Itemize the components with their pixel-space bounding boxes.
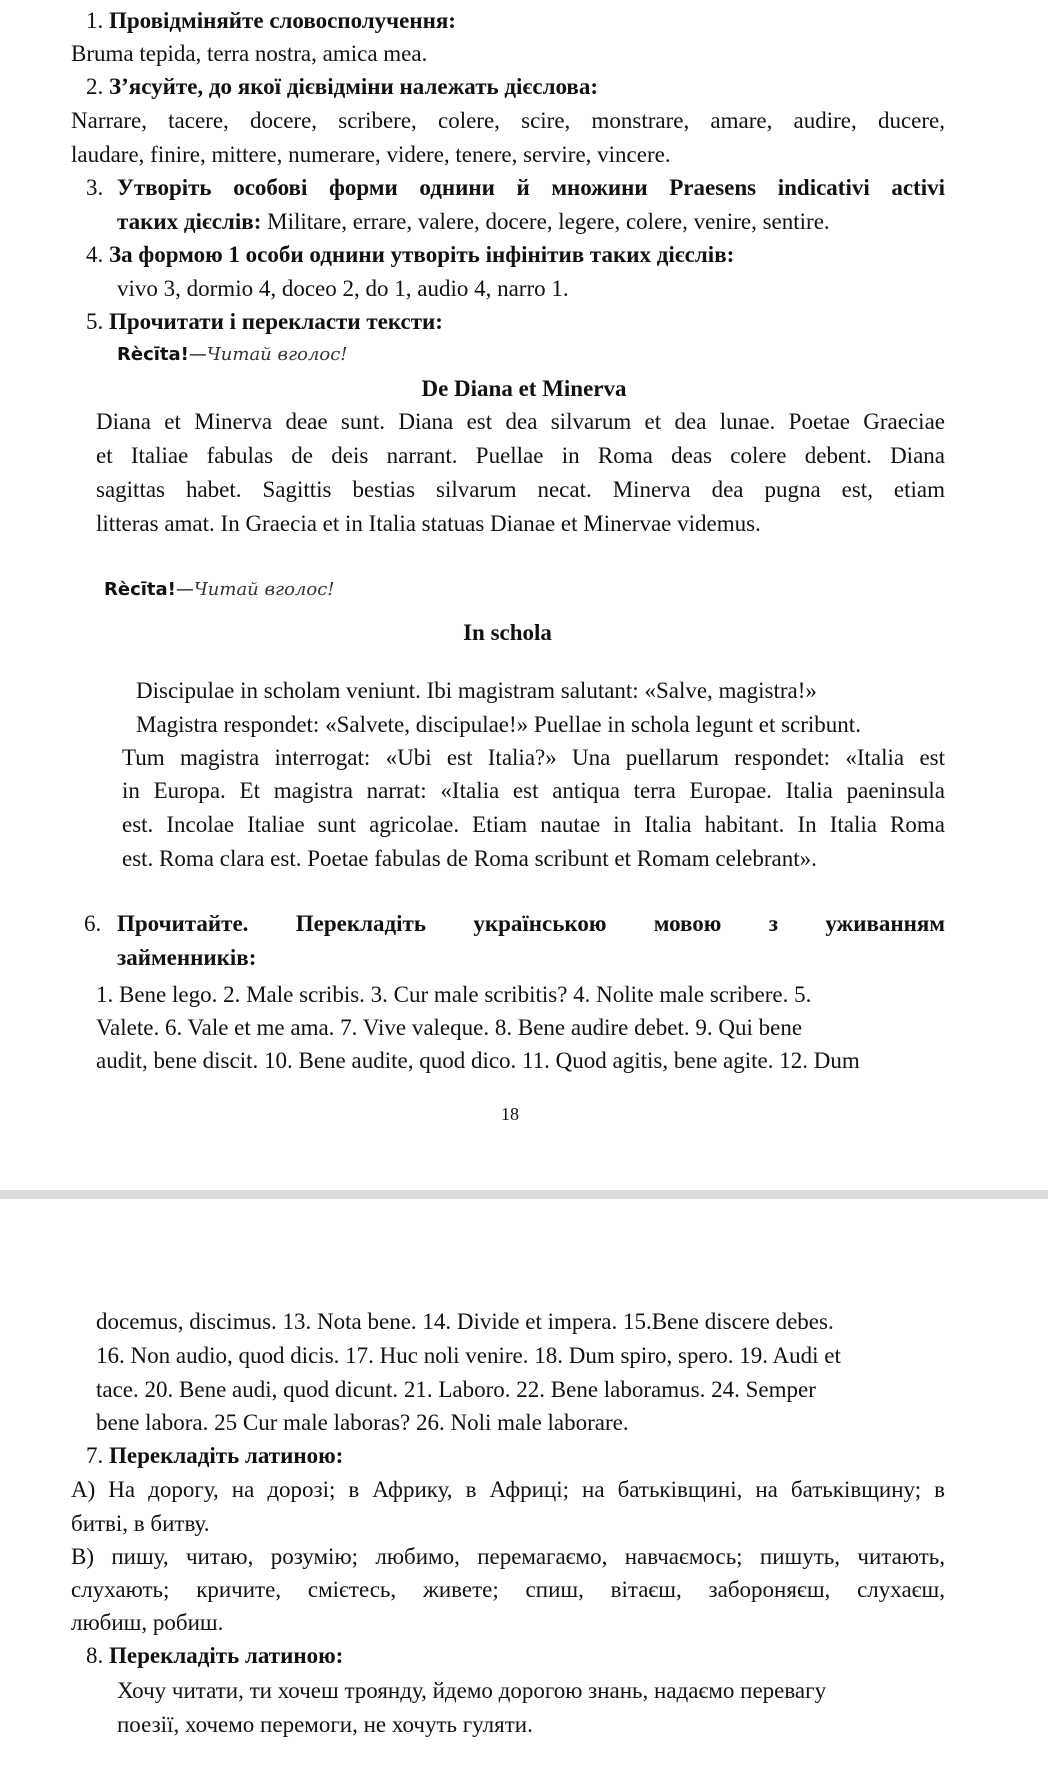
task-7-b-line-1: В) пишу, читаю, розумію; любимо, перемагаємо, навчаємось; пишуть, читають, — [71, 1544, 945, 1569]
task-3-title-line-1: Утворіть особові форми однини й множини Praesens indicativi activi — [117, 175, 945, 200]
task-4-text: vivo 3, dormio 4, doceo 2, do 1, audio 4, narro 1. — [117, 276, 569, 301]
task-3-title-line-2 — [117, 205, 830, 238]
task-6-line-6: tace. 20. Bene audi, quod dicunt. 21. Laboro. 22. Bene laboramus. 24. Semper — [96, 1377, 816, 1402]
task-7-a-line-2: битві, в битву. — [71, 1511, 210, 1536]
page-separator — [0, 1190, 1048, 1199]
page-number: 18 — [501, 1104, 519, 1124]
task-2-title: З’ясуйте, до якої дієвідміни належать дієслова: — [109, 74, 598, 99]
task-7-number: 7. — [86, 1443, 104, 1468]
task-3-number: 3. — [86, 175, 104, 200]
task-3-verbs: Militare, errare, valere, docere, legere, colere, venire, sentire. — [261, 209, 830, 234]
recita-word: Rècīta! — [117, 344, 189, 365]
text-2-line-3: Tum magistra interrogat: «Ubi est Italia?» Una puellarum respondet: «Italia est — [122, 745, 945, 770]
task-5-number: 5. — [86, 309, 104, 334]
text-1-line-1: Diana et Minerva deae sunt. Diana est dea silvarum et dea lunae. Poetae Graeciae — [96, 409, 945, 434]
task-6-line-5: 16. Non audio, quod dicis. 17. Huc noli venire. 18. Dum spiro, spero. 19. Audi et — [96, 1343, 841, 1368]
task-5-title: Прочитати і перекласти тексти: — [109, 309, 443, 334]
text-2-title: In schola — [463, 620, 552, 645]
task-2-text-line-2: laudare, finire, mittere, numerare, videre, tenere, servire, vincere. — [71, 142, 671, 167]
task-4-title: За формою 1 особи однини утворіть інфінітив таких дієслів: — [109, 242, 735, 267]
task-6-title-line-1: Прочитайте. Перекладіть українською мовою з уживанням — [117, 911, 945, 936]
task-7-heading — [86, 1439, 343, 1472]
task-1-title: Провідміняйте словосполучення: — [109, 8, 456, 33]
recita-word: Rècīta! — [104, 579, 176, 600]
task-3-title-end: таких дієслів: — [117, 209, 262, 234]
recita-translation: Читай вголос! — [193, 579, 335, 600]
task-7-a-line-1: А) На дорогу, на дорозі; в Африку, в Африці; на батьківщині, на батьківщину; в — [71, 1477, 945, 1502]
task-8-number: 8. — [86, 1643, 104, 1668]
text-2-line-5: est. Incolae Italiae sunt agricolae. Etiam nautae in Italia habitant. In Italia Roma — [122, 812, 945, 837]
recita-note-1 — [117, 344, 348, 365]
task-2-text-line-1: Narrare, tacere, docere, scribere, colere, scire, monstrare, amare, audire, ducere, — [71, 108, 945, 133]
text-1-line-2: et Italiae fabulas de deis narrant. Puellae in Roma deas colere debent. Diana — [96, 443, 945, 468]
task-1-heading — [86, 4, 456, 37]
text-1-line-3: sagittas habet. Sagittis bestias silvarum necat. Minerva dea pugna est, etiam — [96, 477, 945, 502]
task-7-title: Перекладіть латиною: — [109, 1443, 344, 1468]
task-6-line-7: bene labora. 25 Cur male laboras? 26. Noli male laborare. — [96, 1410, 629, 1435]
task-5-heading — [86, 305, 443, 338]
task-6-line-2: Valete. 6. Vale et me ama. 7. Vive valeque. 8. Bene audire debet. 9. Qui bene — [96, 1015, 803, 1040]
text-1-line-4: litteras amat. In Graecia et in Italia statuas Dianae et Minervae videmus. — [96, 511, 761, 536]
task-2-number: 2. — [86, 74, 104, 99]
task-7-b-line-2: слухають; кричите, смієтесь, живете; спиш, вітаєш, забороняєш, слухаєш, — [71, 1577, 945, 1602]
task-6-line-1: 1. Bene lego. 2. Male scribis. 3. Cur male scribitis? 4. Nolite male scribere. 5. — [96, 982, 812, 1007]
recita-dash: — — [188, 344, 207, 365]
task-8-title: Перекладіть латиною: — [109, 1643, 344, 1668]
text-2-line-1: Discipulae in scholam veniunt. Ibi magistram salutant: «Salve, magistra!» — [136, 678, 817, 703]
task-6-number: 6. — [84, 911, 102, 936]
task-4-heading — [86, 238, 734, 271]
text-1-title: De Diana et Minerva — [421, 376, 627, 401]
task-7-b-line-3: любиш, робиш. — [71, 1610, 224, 1635]
task-8-line-1: Хочу читати, ти хочеш троянду, йдемо дорогою знань, надаємо перевагу — [117, 1678, 827, 1703]
text-2-line-4: in Europa. Et magistra narrat: «Italia est antiqua terra Europae. Italia paeninsula — [122, 778, 945, 803]
task-1-text: Bruma tepida, terra nostra, amica mea. — [71, 41, 428, 66]
recita-translation: Читай вголос! — [206, 344, 348, 365]
task-2-heading — [86, 70, 598, 103]
task-8-line-2: поезії, хочемо перемоги, не хочуть гуляти. — [117, 1712, 533, 1737]
task-6-line-4: docemus, discimus. 13. Nota bene. 14. Divide et impera. 15.Bene discere debes. — [96, 1309, 834, 1334]
task-8-heading — [86, 1639, 343, 1672]
text-2-line-2: Magistra respondet: «Salvete, discipulae!» Puellae in schola legunt et scribunt. — [136, 712, 861, 737]
text-2-line-6: est. Roma clara est. Poetae fabulas de Roma scribunt et Romam celebrant». — [122, 846, 817, 871]
task-6-title-line-2: займенників: — [117, 945, 257, 970]
recita-dash: — — [175, 579, 194, 600]
task-4-number: 4. — [86, 242, 104, 267]
recita-note-2 — [104, 579, 335, 600]
task-6-line-3: audit, bene discit. 10. Bene audite, quod dico. 11. Quod agitis, bene agite. 12. Dum — [96, 1048, 860, 1073]
task-1-number: 1. — [86, 8, 104, 33]
